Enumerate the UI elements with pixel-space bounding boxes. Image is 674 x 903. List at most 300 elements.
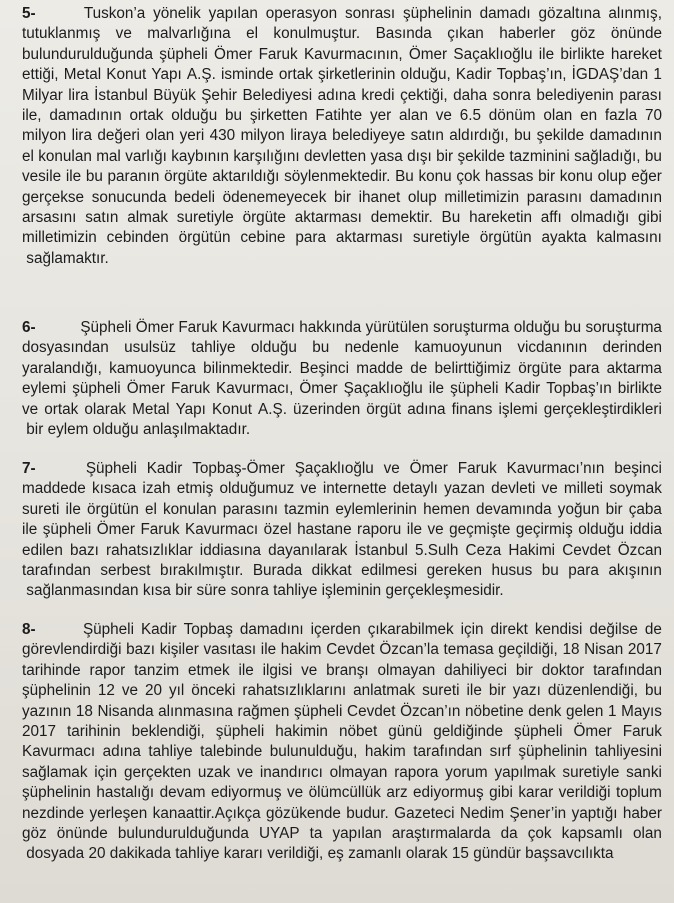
- word: kısaca: [92, 480, 137, 498]
- text-line: [22, 147, 662, 167]
- word: Cevdet: [326, 641, 375, 659]
- word: bir: [605, 500, 623, 518]
- word: rağmen: [237, 702, 290, 720]
- word: örgütün: [86, 500, 139, 518]
- word: Kadir: [140, 621, 177, 638]
- word: direkt: [490, 621, 528, 638]
- word: hemen: [423, 500, 470, 518]
- word: belediyenin: [536, 86, 614, 104]
- word: Faruk: [622, 722, 662, 740]
- word: yaptığı: [571, 804, 618, 822]
- word: Faruk: [258, 45, 298, 63]
- word: Cevdet: [347, 702, 396, 720]
- word: Faruk: [140, 521, 180, 539]
- word: demektir.: [370, 208, 433, 226]
- word: önünde: [56, 824, 108, 842]
- word: yorum: [445, 763, 488, 781]
- word: beşinci: [614, 460, 662, 477]
- word: 12: [97, 682, 115, 700]
- word: örgüte: [164, 168, 208, 186]
- word: finans: [451, 400, 493, 418]
- word: 2017: [22, 722, 57, 740]
- word: daha: [453, 86, 488, 104]
- word: yoğun: [557, 500, 600, 518]
- word: suretiyle: [412, 229, 470, 247]
- word: bazı: [126, 641, 156, 659]
- word: şirketlerinin: [318, 66, 396, 84]
- word: anlaşılmaktadır.: [142, 420, 251, 438]
- word: gerçekten: [123, 763, 192, 781]
- word: karşılığını: [233, 147, 300, 165]
- text-line: [22, 188, 662, 208]
- word: paranın: [107, 168, 160, 186]
- word: olduğumuz: [219, 480, 295, 498]
- word: olduğu: [92, 420, 139, 438]
- text-line: [22, 844, 662, 864]
- word: ile: [22, 521, 38, 539]
- word: konulan: [38, 147, 92, 165]
- word: husus: [491, 561, 533, 579]
- word: hastalığı: [96, 784, 155, 802]
- word: yazının: [22, 702, 72, 720]
- word: edilmesi: [361, 561, 418, 579]
- word: dakikada: [109, 845, 171, 863]
- word: 20: [88, 845, 106, 863]
- word: tarihinde: [22, 661, 81, 679]
- word: Ömer: [408, 45, 448, 63]
- text-line: [22, 379, 662, 399]
- word: Kadir: [504, 380, 541, 398]
- word: bu: [644, 682, 662, 700]
- word: sağlanmasından: [26, 582, 139, 600]
- word: ve: [287, 784, 304, 802]
- word: bazı: [69, 541, 99, 559]
- word: olduğu: [578, 521, 625, 539]
- word: hastane: [297, 521, 352, 539]
- word: kapsamlı: [561, 824, 623, 842]
- text-line: [22, 500, 662, 520]
- text-line: [22, 783, 662, 803]
- word: damadının: [589, 188, 662, 206]
- word: şüphelinin: [22, 784, 91, 802]
- word: olmayan: [329, 763, 388, 781]
- word: yönelik: [153, 5, 201, 22]
- word: yürütülen: [365, 319, 429, 336]
- word: Topbaş-Ömer: [192, 460, 285, 477]
- word: aktarması: [294, 208, 362, 226]
- word: Konut: [106, 66, 147, 84]
- word: Cevdet: [562, 541, 611, 559]
- word: örgüt: [366, 400, 402, 418]
- word: para: [568, 359, 600, 377]
- word: Metal: [132, 400, 170, 418]
- word: para: [295, 229, 326, 247]
- word: 1: [653, 66, 662, 84]
- word: şirketten: [249, 106, 308, 124]
- word: budur.: [346, 804, 389, 822]
- word: Ceza: [465, 541, 502, 559]
- word: tutuklanmış: [22, 25, 101, 43]
- word: özel: [263, 521, 292, 539]
- word: alınmasına: [158, 702, 233, 720]
- word: ihanet: [358, 188, 401, 206]
- text-line: [22, 86, 662, 106]
- word: inandırıcı: [259, 763, 323, 781]
- word: Özcan’ın: [400, 702, 461, 720]
- word: arsasını: [22, 208, 77, 226]
- word: damadının: [49, 106, 122, 124]
- word: Kadir: [455, 66, 492, 84]
- word: adına: [102, 743, 141, 761]
- word: aldırdığı,: [449, 127, 509, 145]
- paragraph-number: 5-: [22, 5, 36, 22]
- word: sonrası: [344, 5, 396, 22]
- word: yazı: [512, 682, 541, 700]
- word: hakimin: [275, 722, 328, 740]
- word: ile: [428, 380, 445, 398]
- word: Kavurmacı: [185, 521, 259, 539]
- word: örgütün: [178, 229, 231, 247]
- word: iddiasına: [199, 541, 262, 559]
- word: rahatsızlıklarını: [242, 682, 347, 700]
- word: sonucunda: [91, 188, 167, 206]
- word: Kavurmacı: [221, 319, 295, 336]
- word: örgüte: [518, 359, 562, 377]
- word: ortak: [44, 400, 79, 418]
- word: Özcan: [617, 541, 662, 559]
- word: değeri: [97, 127, 140, 145]
- word: aktarması: [335, 229, 404, 247]
- word: ile: [65, 500, 81, 518]
- word: olduğu: [171, 106, 218, 124]
- word: soymak: [609, 480, 662, 498]
- word: günü: [388, 722, 423, 740]
- word: etmek: [187, 661, 230, 679]
- word: bir: [515, 661, 533, 679]
- word: Ömer: [135, 319, 174, 336]
- word: dışı: [407, 147, 432, 165]
- word: serbest: [100, 561, 151, 579]
- text-line: [22, 45, 662, 65]
- word: tarihinin: [67, 722, 121, 740]
- word: örgütün: [479, 229, 532, 247]
- word: adına: [407, 400, 446, 418]
- word: uzak: [197, 763, 231, 781]
- text-line: [22, 400, 662, 420]
- word: maddede: [22, 480, 86, 498]
- word: bir: [175, 582, 193, 600]
- word: ve: [22, 400, 39, 418]
- word: eylem: [47, 420, 89, 438]
- word: usulsüz: [124, 339, 176, 357]
- word: tanzim: [134, 661, 180, 679]
- word: olduğu: [250, 339, 297, 357]
- word: şüpheli: [215, 722, 265, 740]
- word: hassas: [484, 168, 534, 186]
- word: işlemi: [498, 400, 538, 418]
- word: bırakılmıştır.: [160, 561, 244, 579]
- word: düzenlendiği,: [547, 682, 638, 700]
- word: Büyük: [153, 86, 196, 104]
- word: rapora: [394, 763, 439, 781]
- word: madde: [356, 359, 403, 377]
- word: şüpheli: [514, 722, 563, 740]
- word: el: [144, 500, 157, 518]
- word: sırf: [489, 743, 511, 761]
- text-line: [22, 24, 662, 44]
- word: Şüpheli: [80, 319, 132, 336]
- word: şüphelinin: [518, 743, 588, 761]
- word: dosyada: [26, 845, 85, 863]
- word: olup: [597, 168, 627, 186]
- word: Konut: [211, 400, 252, 418]
- word: bu: [312, 339, 330, 357]
- word: ve: [300, 480, 317, 498]
- word: nöbetine: [465, 702, 524, 720]
- word: tazmin: [284, 500, 330, 518]
- word: olan: [543, 106, 573, 124]
- word: milyon: [22, 127, 67, 145]
- word: tahliye: [148, 743, 193, 761]
- word: ayakta: [541, 229, 587, 247]
- text-line: [22, 65, 662, 85]
- word: Milyar: [22, 86, 63, 104]
- word: ve: [383, 460, 400, 477]
- text-line: [22, 318, 662, 338]
- word: soruşturma: [432, 319, 510, 336]
- paragraph-6: [22, 318, 662, 440]
- word: bir: [333, 188, 351, 206]
- word: olup: [407, 188, 437, 206]
- word: aktarıldığı: [212, 168, 280, 186]
- word: vasıtası: [203, 641, 257, 659]
- word: yaralandığı,: [22, 359, 102, 377]
- text-line: [22, 420, 662, 440]
- word: yasa: [370, 147, 403, 165]
- word: görevlendirdiği: [22, 641, 122, 659]
- word: cebine: [240, 229, 286, 247]
- word: İstanbul: [94, 86, 148, 104]
- word: temasa: [443, 641, 494, 659]
- word: mal: [96, 147, 121, 165]
- word: ve: [541, 480, 558, 498]
- word: varlığı: [125, 147, 167, 165]
- word: para: [568, 561, 599, 579]
- word: detaylı: [392, 480, 438, 498]
- word: parasını: [526, 188, 583, 206]
- word: ile: [260, 641, 277, 659]
- word: anlatmak: [353, 682, 416, 700]
- word: ile: [65, 168, 82, 186]
- word: Bu: [441, 208, 461, 226]
- word: fazla: [604, 106, 638, 124]
- word: dikkat: [311, 561, 352, 579]
- word: örgüte: [242, 208, 286, 226]
- word: UYAP: [259, 824, 300, 842]
- word: dahiliyeci: [444, 661, 508, 679]
- word: devletten: [304, 147, 367, 165]
- word: Ömer: [299, 380, 338, 398]
- word: sonra: [230, 582, 269, 600]
- word: gibi: [638, 208, 662, 226]
- word: rapor: [89, 661, 126, 679]
- word: hareket: [610, 45, 662, 63]
- word: bulunulduğu,: [269, 743, 358, 761]
- word: sanki: [626, 763, 662, 781]
- word: Nisan: [584, 641, 624, 659]
- word: 1: [608, 702, 617, 720]
- word: şüpheli: [293, 702, 343, 720]
- word: önünde: [610, 25, 662, 43]
- word: tahliye: [191, 339, 236, 357]
- word: ile: [238, 661, 254, 679]
- word: internette: [322, 480, 387, 498]
- word: yapılan: [332, 824, 382, 842]
- word: kredi: [361, 86, 395, 104]
- word: birlikte: [560, 45, 605, 63]
- word: yapılmak: [494, 763, 556, 781]
- word: geçildiği,: [498, 641, 558, 659]
- word: kanaattir.Açıkça: [152, 804, 261, 822]
- word: şüpheli: [72, 380, 121, 398]
- word: hakim: [280, 641, 322, 659]
- word: olan: [145, 127, 175, 145]
- word: el: [22, 147, 34, 165]
- word: çıkarabilmek: [367, 621, 454, 638]
- word: geçmişte: [449, 521, 511, 539]
- word: şüphelinin: [402, 5, 472, 22]
- word: talebinde: [200, 743, 263, 761]
- word: gerçekse: [22, 188, 85, 206]
- word: tarafından: [22, 561, 91, 579]
- word: branşı: [326, 661, 369, 679]
- text-line: [22, 106, 662, 126]
- text-line: [22, 338, 662, 358]
- word: ödenemeyecek: [222, 188, 327, 206]
- word: Şüpheli: [82, 621, 134, 638]
- word: Beşinci: [299, 359, 349, 377]
- word: edilen: [22, 541, 63, 559]
- text-line: [22, 763, 662, 783]
- word: göz: [22, 824, 47, 842]
- word: eylemi: [22, 380, 67, 398]
- word: tazminini: [509, 147, 570, 165]
- word: olarak: [84, 400, 126, 418]
- word: Burada: [252, 561, 303, 579]
- word: belediyeye: [332, 127, 406, 145]
- word: milletimizin: [22, 229, 97, 247]
- word: ve: [435, 106, 452, 124]
- word: Kavurmacı: [22, 743, 96, 761]
- word: almak: [127, 208, 168, 226]
- word: akışının: [608, 561, 662, 579]
- word: aktarma: [606, 359, 662, 377]
- word: Faruk: [457, 460, 497, 477]
- word: değilse: [589, 621, 638, 638]
- word: el: [246, 25, 258, 43]
- word: Topbaş’ın,: [496, 66, 567, 84]
- word: yıl: [168, 682, 185, 700]
- word: Şehir: [201, 86, 237, 104]
- word: soruşturma: [585, 319, 662, 336]
- word: alan: [399, 106, 428, 124]
- word: şüpheli: [42, 521, 92, 539]
- word: olan: [632, 824, 662, 842]
- word: bu: [514, 127, 532, 145]
- word: yeri: [179, 127, 205, 145]
- text-line: [22, 541, 662, 561]
- word: sağladığı,: [574, 147, 641, 165]
- word: için: [460, 621, 484, 638]
- word: ediyormuş: [413, 784, 484, 802]
- paragraph-number: 6-: [22, 319, 36, 336]
- word: ettiği,: [22, 66, 59, 84]
- word: Bu: [395, 168, 414, 186]
- word: ve: [236, 763, 254, 781]
- word: A.Ş.: [186, 66, 216, 84]
- word: eğer: [631, 168, 662, 186]
- word: başsavcılıkta: [525, 845, 614, 863]
- word: Şener’in: [509, 804, 567, 822]
- word: 6.5: [459, 106, 481, 124]
- word: yazan: [444, 480, 485, 498]
- word: kalmasını: [596, 229, 662, 247]
- word: tahliye: [175, 845, 220, 863]
- paragraph-number: 7-: [22, 460, 36, 477]
- word: kamuoyunca: [109, 359, 196, 377]
- word: bu: [225, 106, 243, 124]
- word: verildiği: [558, 784, 611, 802]
- word: 70: [644, 106, 662, 124]
- word: izah: [142, 480, 171, 498]
- word: 5.Sulh: [415, 541, 459, 559]
- word: olduğu: [513, 319, 560, 336]
- word: olarak: [405, 845, 448, 863]
- word: ile: [406, 521, 423, 539]
- paragraph-5: [22, 4, 662, 269]
- word: damadını: [239, 621, 304, 638]
- word: dosyasından: [22, 339, 109, 357]
- text-line: [22, 804, 662, 824]
- word: eylemlerinin: [335, 500, 417, 518]
- word: iddia: [629, 521, 662, 539]
- text-line: [22, 228, 662, 248]
- word: nedenle: [344, 339, 400, 357]
- word: çok: [456, 168, 481, 186]
- word: A.Ş.: [258, 400, 287, 418]
- word: karar: [518, 784, 554, 802]
- text-line: [22, 824, 662, 844]
- text-line: [22, 702, 662, 722]
- word: tarafından: [413, 743, 483, 761]
- word: nöbet: [338, 722, 378, 740]
- word: Fatihte: [315, 106, 363, 124]
- word: şüpheli: [450, 380, 499, 398]
- paragraph-8: [22, 620, 662, 865]
- word: etmiş: [176, 480, 214, 498]
- word: üzerinden: [293, 400, 361, 418]
- word: kamuoyunun: [414, 339, 502, 357]
- word: bu: [644, 147, 662, 165]
- word: Gazeteci: [394, 804, 455, 822]
- word: bir: [488, 682, 506, 700]
- word: kendisi: [534, 621, 583, 638]
- word: dayanılarak: [268, 541, 348, 559]
- word: gündür: [473, 845, 521, 863]
- word: Ömer: [96, 521, 135, 539]
- word: gözaltına: [538, 5, 601, 22]
- word: devleti: [491, 480, 536, 498]
